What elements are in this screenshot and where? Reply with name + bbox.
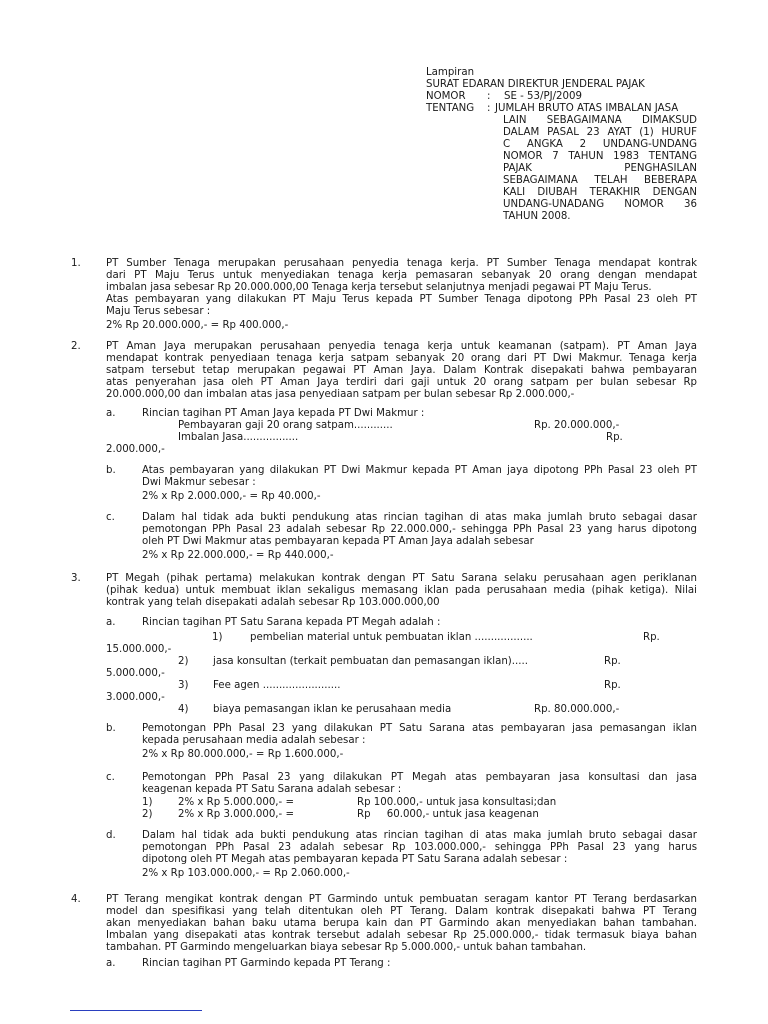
item-line: Dalam hal tidak ada bukti pendukung atas rincian tagihan di atas maka jumlah bruto sebagai dasar — [142, 512, 697, 523]
section-number: 2. — [71, 341, 81, 352]
item-line: Rincian tagihan PT Aman Jaya kepada PT Dwi Makmur : — [142, 408, 425, 419]
header-nomor-colon: : — [487, 91, 491, 102]
item-line: pemotongan PPh Pasal 23 adalah sebesar Rp 103.000.000,- sehingga PPh Pasal 23 yang harus — [142, 842, 697, 853]
line-item-wrap: 2.000.000,- — [106, 444, 165, 455]
header-tentang-label: TENTANG — [426, 103, 475, 114]
line-item-number: 4) — [178, 704, 189, 715]
section-number: 1. — [71, 258, 81, 269]
line-item-text: jasa konsultan (terkait pembuatan dan pemasangan iklan)..... — [213, 656, 528, 667]
footnote-separator — [70, 1010, 202, 1011]
item-label: b. — [106, 465, 116, 476]
header-nomor-label: NOMOR — [426, 91, 466, 102]
header-tentang-line: KALI DIUBAH TERAKHIR DENGAN — [503, 187, 697, 198]
line-item-amount: Rp. 80.000.000,- — [534, 704, 620, 715]
item-label: d. — [106, 830, 116, 841]
item-line: Dwi Makmur sebesar : — [142, 477, 256, 488]
item-label: a. — [106, 617, 116, 628]
header-tentang-line: TAHUN 2008. — [503, 211, 571, 222]
paragraph-line: akan menyediakan bahan baku utama berupa kain dan PT Garmindo akan menyediakan bahan tambahan. — [106, 918, 697, 929]
paragraph-line: imbalan jasa sebesar Rp 20.000.000,00 Tenaga kerja tersebut selanjutnya menjadi pegawai PT Maju Terus. — [106, 282, 652, 293]
calculation: 2% x Rp 22.000.000,- = Rp 440.000,- — [142, 550, 334, 561]
line-item-text: biaya pemasangan iklan ke perusahaan media — [213, 704, 452, 715]
item-line: keagenan kepada PT Satu Sarana adalah sebesar : — [142, 784, 402, 795]
calculation-result: Rp 60.000,- untuk jasa keagenan — [357, 809, 539, 820]
section-number: 3. — [71, 573, 81, 584]
calculation: 2% x Rp 3.000.000,- = — [178, 809, 294, 820]
calculation: 2% Rp 20.000.000,- = Rp 400.000,- — [106, 320, 289, 331]
item-label: b. — [106, 723, 116, 734]
item-label: a. — [106, 408, 116, 419]
line-item-wrap: 3.000.000,- — [106, 692, 165, 703]
line-item-amount: Rp. — [643, 632, 660, 643]
paragraph-line: dari PT Maju Terus untuk menyediakan tenaga kerja pemasaran sebanyak 20 orang dengan mendapat — [106, 270, 697, 281]
item-line: Pemotongan PPh Pasal 23 yang dilakukan PT Megah atas pembayaran jasa konsultasi dan jasa — [142, 772, 697, 783]
calculation-result: Rp 100.000,- untuk jasa konsultasi;dan — [357, 797, 557, 808]
header-tentang-line: JUMLAH BRUTO ATAS IMBALAN JASA — [495, 103, 679, 114]
line-item-amount: Rp. 20.000.000,- — [534, 420, 620, 431]
line-item-amount: Rp. — [604, 656, 621, 667]
paragraph-line: atas penyerahan jasa oleh PT Aman Jaya terdiri dari gaji untuk 20 orang satpam per bulan sebesar Rp — [106, 377, 697, 388]
line-item-number: 1) — [142, 797, 153, 808]
line-item-amount: Rp. — [604, 680, 621, 691]
line-item-text: Pembayaran gaji 20 orang satpam............ — [178, 420, 393, 431]
calculation: 2% x Rp 5.000.000,- = — [178, 797, 294, 808]
line-item-amount: Rp. — [606, 432, 623, 443]
calculation: 2% x Rp 103.000.000,- = Rp 2.060.000,- — [142, 868, 350, 879]
line-item-text: pembelian material untuk pembuatan iklan .................. — [250, 632, 533, 643]
header-tentang-line: LAIN SEBAGAIMANA DIMAKSUD — [503, 115, 697, 126]
item-line: kepada perusahaan media adalah sebesar : — [142, 735, 366, 746]
item-label: a. — [106, 958, 116, 969]
line-item-number: 3) — [178, 680, 189, 691]
header-tentang-line: PAJAK PENGHASILAN — [503, 163, 697, 174]
line-item-wrap: 5.000.000,- — [106, 668, 165, 679]
paragraph-line: model dan spesifikasi yang telah ditentukan oleh PT Terang. Dalam kontrak disepakati bahwa PT Terang — [106, 906, 697, 917]
line-item-number: 1) — [212, 632, 223, 643]
paragraph-line: Atas pembayaran yang dilakukan PT Maju Terus kepada PT Sumber Tenaga dipotong PPh Pasal 23 oleh PT — [106, 294, 697, 305]
header-lampiran: Lampiran — [426, 67, 475, 78]
item-line: Rincian tagihan PT Satu Sarana kepada PT Megah adalah : — [142, 617, 441, 628]
item-line: dipotong oleh PT Megah atas pembayaran kepada PT Satu Sarana adalah sebesar : — [142, 854, 568, 865]
item-line: pemotongan PPh Pasal 23 adalah sebesar Rp 22.000.000,- sehingga PPh Pasal 23 yang harus dipotong — [142, 524, 697, 535]
item-line: Rincian tagihan PT Garmindo kepada PT Terang : — [142, 958, 391, 969]
section-number: 4. — [71, 894, 81, 905]
line-item-text: Fee agen ........................ — [213, 680, 341, 691]
calculation: 2% x Rp 2.000.000,- = Rp 40.000,- — [142, 491, 321, 502]
item-line: Atas pembayaran yang dilakukan PT Dwi Makmur kepada PT Aman jaya dipotong PPh Pasal 23 oleh PT — [142, 465, 697, 476]
paragraph-line: Maju Terus sebesar : — [106, 306, 211, 317]
header-tentang-line: UNDANG-UNADANG NOMOR 36 — [503, 199, 697, 210]
paragraph-line: 20.000.000,00 dan imbalan atas jasa penyediaan satpam per bulan sebesar Rp 2.000.000,- — [106, 389, 575, 400]
paragraph-line: kontrak yang telah disepakati adalah sebesar Rp 103.000.000,00 — [106, 597, 440, 608]
item-label: c. — [106, 512, 115, 523]
paragraph-line: PT Aman Jaya merupakan perusahaan penyedia tenaga kerja untuk keamanan (satpam). PT Aman Jaya — [106, 341, 697, 352]
item-label: c. — [106, 772, 115, 783]
item-line: Pemotongan PPh Pasal 23 yang dilakukan PT Satu Sarana atas pembayaran jasa pemasangan iklan — [142, 723, 697, 734]
header-tentang-line: SEBAGAIMANA TELAH BEBERAPA — [503, 175, 697, 186]
paragraph-line: PT Megah (pihak pertama) melakukan kontrak dengan PT Satu Sarana selaku perusahaan agen periklanan — [106, 573, 697, 584]
header-nomor-value: SE - 53/PJ/2009 — [504, 91, 582, 102]
item-line: oleh PT Dwi Makmur atas pembayaran kepada PT Aman Jaya adalah sebesar — [142, 536, 534, 547]
calculation: 2% x Rp 80.000.000,- = Rp 1.600.000,- — [142, 749, 344, 760]
item-line: Dalam hal tidak ada bukti pendukung atas rincian tagihan di atas maka jumlah bruto sebagai dasar — [142, 830, 697, 841]
line-item-number: 2) — [178, 656, 189, 667]
header-tentang-line: C ANGKA 2 UNDANG-UNDANG — [503, 139, 697, 150]
paragraph-line: PT Terang mengikat kontrak dengan PT Garmindo untuk pembuatan seragam kantor PT Terang berdasarkan — [106, 894, 697, 905]
paragraph-line: tambahan. PT Garmindo mengeluarkan biaya sebesar Rp 5.000.000,- untuk bahan tambahan. — [106, 942, 587, 953]
paragraph-line: mendapat kontrak penyediaan tenaga kerja satpam sebanyak 20 orang dari PT Dwi Makmur. Tenaga kerja — [106, 353, 697, 364]
paragraph-line: (pihak kedua) untuk membuat iklan sekaligus memasang iklan pada perusahaan media (pihak ketiga). Nilai — [106, 585, 697, 596]
paragraph-line: satpam tersebut tetap merupakan pegawai PT Aman Jaya. Dalam Kontrak disepakati bahwa pembayaran — [106, 365, 697, 376]
paragraph-line: PT Sumber Tenaga merupakan perusahaan penyedia tenaga kerja. PT Sumber Tenaga mendapat kontrak — [106, 258, 697, 269]
paragraph-line: Imbalan yang disepakati atas kontrak tersebut adalah sebesar Rp 25.000.000,- tidak termasuk biaya bahan — [106, 930, 697, 941]
line-item-text: Imbalan Jasa................. — [178, 432, 299, 443]
header-tentang-line: DALAM PASAL 23 AYAT (1) HURUF — [503, 127, 697, 138]
line-item-wrap: 15.000.000,- — [106, 644, 172, 655]
header-tentang-colon: : — [487, 103, 491, 114]
header-title: SURAT EDARAN DIREKTUR JENDERAL PAJAK — [426, 79, 645, 90]
line-item-number: 2) — [142, 809, 153, 820]
header-tentang-line: NOMOR 7 TAHUN 1983 TENTANG — [503, 151, 697, 162]
